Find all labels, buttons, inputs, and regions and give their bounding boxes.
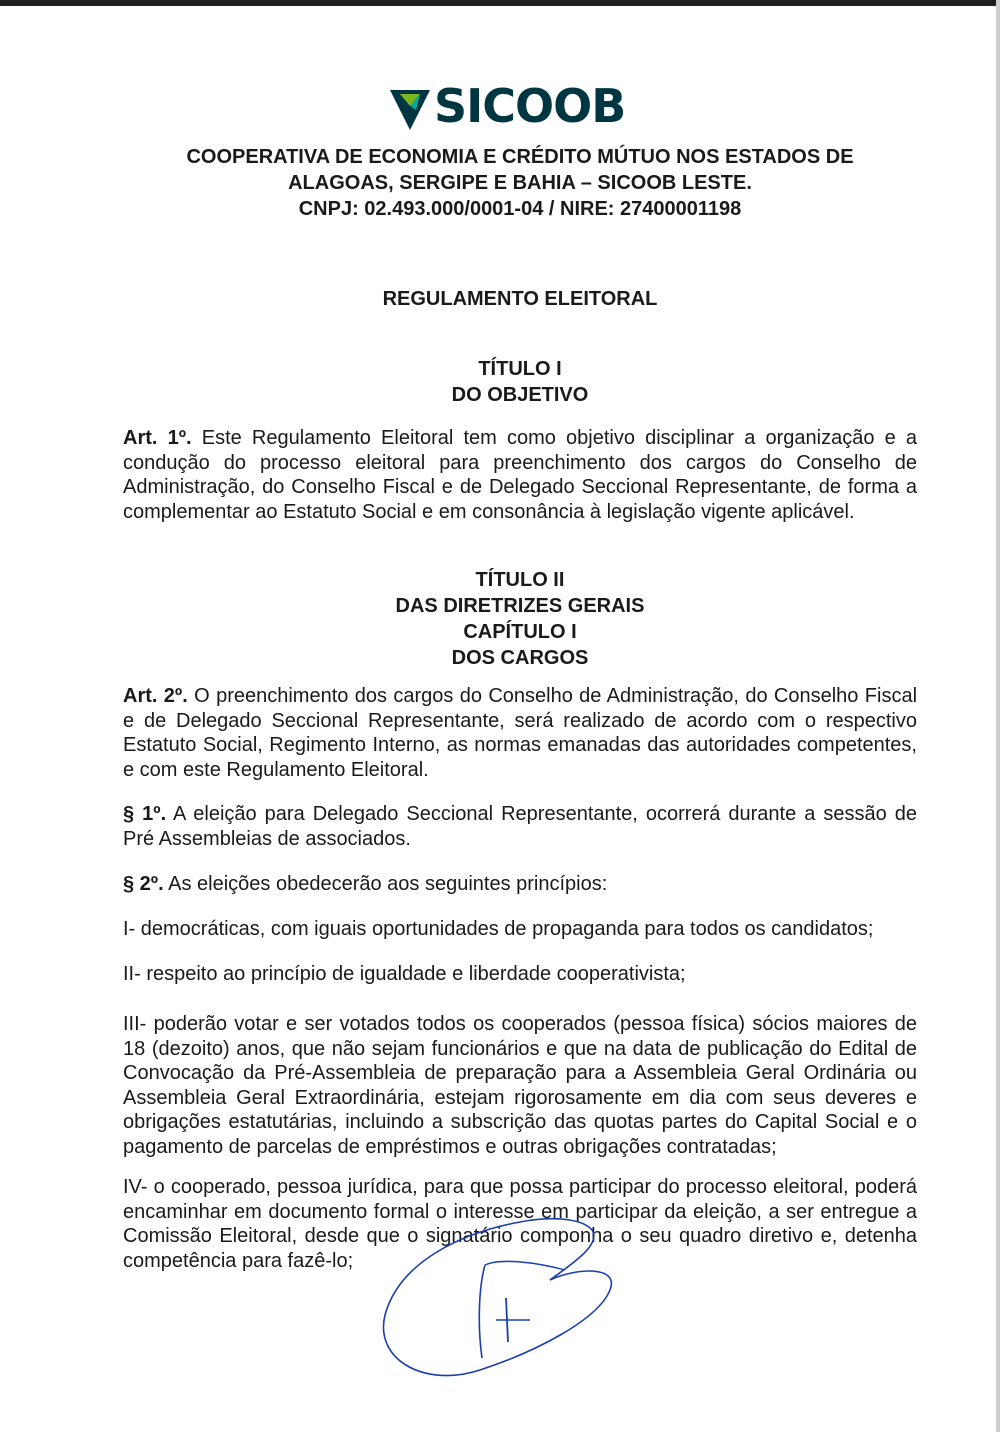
sicoob-logo — [388, 76, 625, 136]
page-top-border — [0, 0, 1000, 6]
paragraph-2 — [123, 872, 917, 897]
paragraph-2-text: As eleições obedecerão aos seguintes princípios: — [163, 873, 608, 895]
list-item-iv: IV- o cooperado, pessoa jurídica, para que possa participar do processo eleitoral, poderá encaminhar em documento formal o interesse em participar da eleição, a ser entregue a Comissão Eleitoral, desde que o signatário componha o seu quadro diretivo e, detenha competência para fazê-lo; — [123, 1176, 917, 1272]
paragraph-1 — [123, 802, 917, 851]
logo-wordmark: SICOOB — [434, 79, 626, 133]
titulo-1-heading — [100, 356, 940, 408]
titulo-1-name: DO OBJETIVO — [451, 384, 589, 406]
article-2-label: Art. 2º. — [123, 685, 188, 707]
header-line-1: COOPERATIVA DE ECONOMIA E CRÉDITO MÚTUO NOS ESTADOS DE — [186, 146, 854, 168]
header-line-2: ALAGOAS, SERGIPE E BAHIA – SICOOB LESTE. — [288, 172, 752, 194]
article-2 — [123, 684, 917, 782]
document-title: REGULAMENTO ELEITORAL — [382, 288, 658, 310]
titulo-1-label: TÍTULO I — [478, 358, 562, 380]
page-right-edge — [996, 0, 1000, 1432]
header-cnpj-line: CNPJ: 02.493.000/0001-04 / NIRE: 27400001198 — [298, 198, 742, 220]
article-2-text: O preenchimento dos cargos do Conselho de Administração, do Conselho Fiscal e de Delegado Seccional Representante, será realizado de acordo com o respectivo Estatuto Social, Regimento Interno, as normas emanadas das autoridades competentes, e com este Regulamento Eleitoral. — [123, 685, 918, 781]
handwritten-initials-signature — [370, 1210, 620, 1390]
chapter-1-label: CAPÍTULO I — [463, 621, 577, 643]
paragraph-2-label: § 2º. — [123, 873, 164, 895]
paragraph-1-text: A eleição para Delegado Seccional Representante, ocorrerá durante a sessão de Pré Assembleias de associados. — [123, 803, 917, 850]
article-1-label: Art. 1º. — [123, 427, 192, 449]
article-1 — [123, 426, 917, 524]
paragraph-1-label: § 1º. — [123, 803, 167, 825]
list-item-ii: II- respeito ao princípio de igualdade e liberdade cooperativista; — [123, 963, 686, 985]
list-item-iii: III- poderão votar e ser votados todos os cooperados (pessoa física) sócios maiores de 18 (dezoito) anos, que não sejam funcionários e que na data de publicação do Edital de Convocação da Pré-Assembleia de preparação para a Assembleia Geral Ordinária ou Assembleia Geral Extraordinária, estejam rigorosamente em dia com seus deveres e obrigações estatutárias, incluindo a subscrição das quotas partes do Capital Social e o pagamento de parcelas de empréstimos e outras obrigações contratadas; — [123, 1013, 917, 1158]
titulo-2-name: DAS DIRETRIZES GERAIS — [395, 595, 645, 617]
sicoob-v-icon — [388, 80, 432, 132]
list-item-i: I- democráticas, com iguais oportunidades de propaganda para todos os candidatos; — [123, 918, 874, 940]
article-1-text: Este Regulamento Eleitoral tem como objetivo disciplinar a organização e a condução do processo eleitoral para preenchimento dos cargos do Conselho de Administração, do Conselho Fiscal e de Delegado Seccional Representante, de forma a complementar ao Estatuto Social e em consonância à legislação vigente aplicável. — [123, 427, 918, 523]
titulo-2-heading — [100, 567, 940, 671]
chapter-1-name: DOS CARGOS — [451, 647, 589, 669]
titulo-2-label: TÍTULO II — [475, 569, 565, 591]
cooperative-header — [100, 144, 940, 222]
